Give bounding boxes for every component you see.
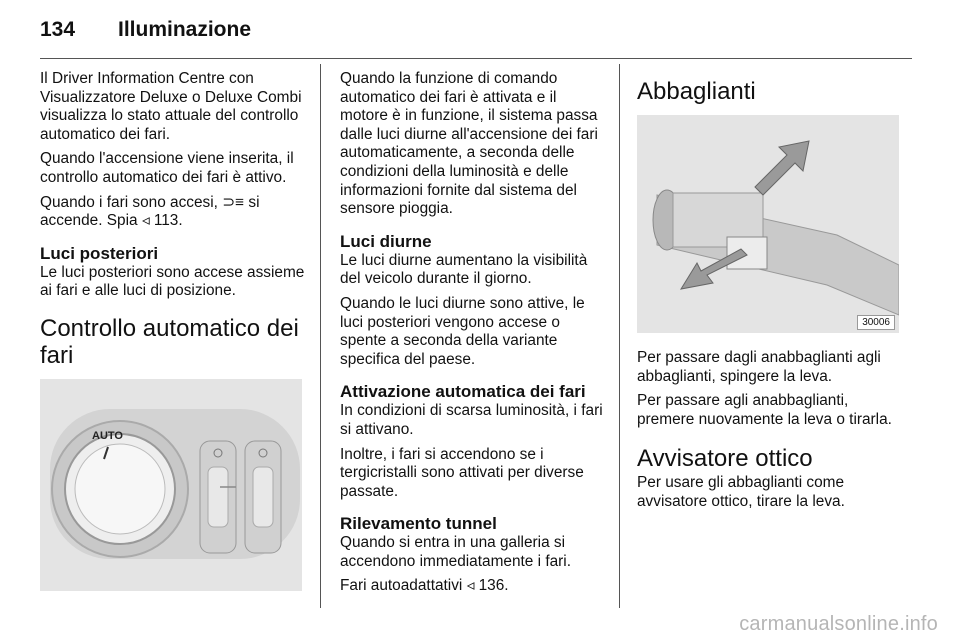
light-switch-figure xyxy=(40,379,302,591)
heading-luci-posteriori: Luci posteriori xyxy=(40,243,159,263)
lever-illustration xyxy=(637,115,899,333)
paragraph: Per usare gli abbaglianti come avvisatore ottico, tirare la leva. xyxy=(637,474,845,510)
column-2 xyxy=(340,70,606,602)
heading-attivazione: Attivazione automatica dei fari xyxy=(340,382,586,402)
paragraph: Il Driver Information Centre con Visualizzatore Deluxe o Deluxe Combi visualizza lo stato attuale del controllo automatico dei fari. xyxy=(40,70,302,143)
paragraph: Quando la funzione di comando automatico dei fari è attivata e il motore è in funzione, il sistema passa dalle luci diurne all'accensione dei fari automaticamente, a seconda delle condizioni della luminosità e delle informazioni fornite dal sistema del sensore pioggia. xyxy=(340,70,598,218)
paragraph: Per passare dagli anabbaglianti agli abbaglianti, spingere la leva. xyxy=(637,349,881,385)
column-divider-1 xyxy=(320,64,321,608)
column-divider-2 xyxy=(619,64,620,608)
paragraph: In condizioni di scarsa luminosità, i fari si attivano. xyxy=(340,402,603,438)
heading-avvisatore-ottico: Avvisatore ottico xyxy=(637,445,813,473)
paragraph: Le luci posteriori sono accese assieme ai fari e alle luci di posizione. xyxy=(40,263,305,300)
heading-tunnel: Rilevamento tunnel xyxy=(340,514,497,534)
paragraph: Inoltre, i fari si accendono se i tergicristalli sono attivati per diverse passate. xyxy=(340,445,584,500)
page-title: Illuminazione xyxy=(118,18,252,41)
paragraph: Quando le luci diurne sono attive, le luci posteriori vengono accese o spente a seconda della variante specifica del paese. xyxy=(340,294,585,368)
auto-label: AUTO xyxy=(92,429,123,442)
header-rule xyxy=(40,58,912,59)
paragraph: Quando i fari sono accesi, ⊃≡ si accende. Spia ◃ 113. xyxy=(40,193,260,230)
paragraph: Per passare agli anabbaglianti, premere nuovamente la leva o tirarla. xyxy=(637,392,892,428)
heading-controllo-automatico: Controllo automatico dei fari xyxy=(40,314,299,369)
figure-number: 30006 xyxy=(857,315,895,330)
page-number: 134 xyxy=(40,18,76,41)
column-1 xyxy=(40,70,312,591)
stalk-figure xyxy=(637,115,899,333)
paragraph: Quando l'accensione viene inserita, il controllo automatico dei fari è attivo. xyxy=(40,150,294,186)
column-3 xyxy=(637,70,909,518)
watermark: carmanualsonline.info xyxy=(739,613,938,635)
paragraph: Le luci diurne aumentano la visibilità del veicolo durante il giorno. xyxy=(340,251,588,288)
light-switch-illustration xyxy=(40,379,302,591)
paragraph: Quando si entra in una galleria si accendono immediatamente i fari. xyxy=(340,534,571,570)
paragraph: Fari autoadattativi ◃ 136. xyxy=(340,577,509,595)
heading-luci-diurne: Luci diurne xyxy=(340,231,432,251)
heading-abbaglianti: Abbaglianti xyxy=(637,78,756,105)
